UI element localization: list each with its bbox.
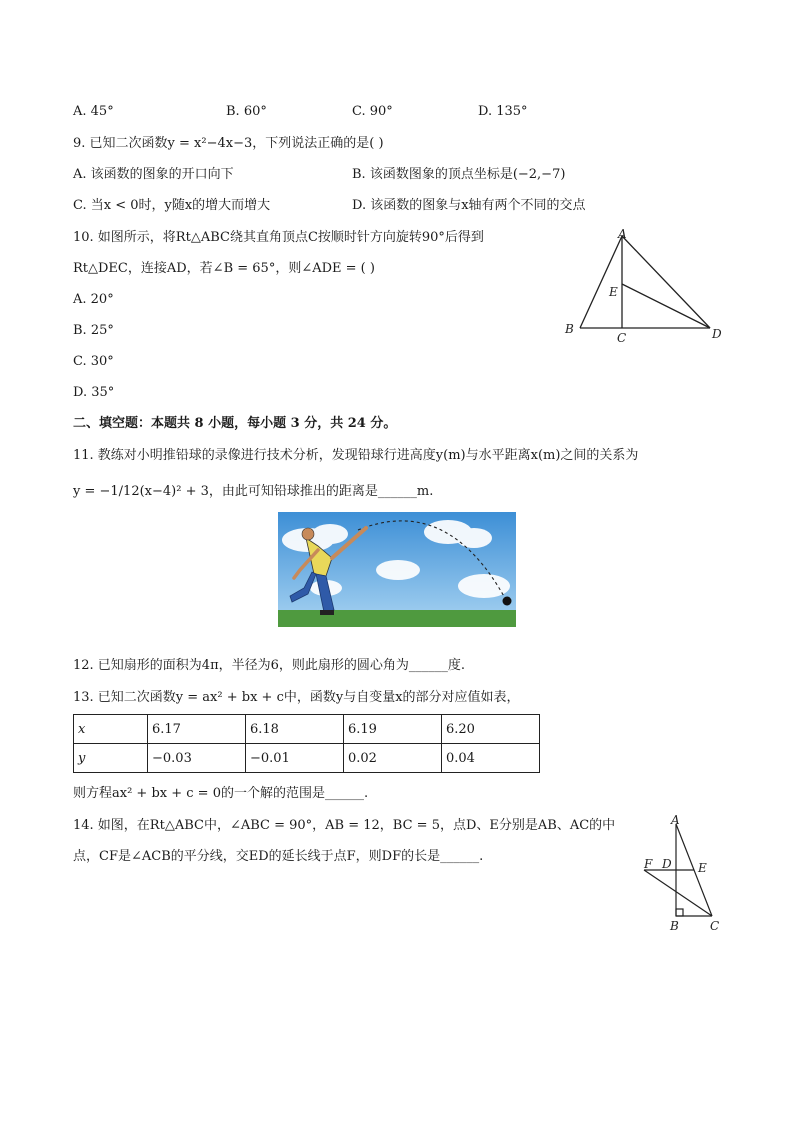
table-cell: y [74, 744, 148, 773]
q10-option-b: B. 25° [73, 323, 114, 338]
q8-option-d: D. 135° [478, 104, 528, 119]
table-cell: 6.20 [442, 715, 540, 744]
q14-stem-line2: 点，CF是∠ACB的平分线，交ED的延长线于点F，则DF的长是______. [73, 849, 484, 864]
q11-stem-line1: 11. 教练对小明推铅球的录像进行技术分析，发现铅球行进高度y(m)与水平距离x(m)之间的关系为 [73, 448, 639, 463]
table-row [74, 715, 540, 744]
q14-stem-line1: 14. 如图，在Rt△ABC中，∠ABC = 90°，AB = 12，BC = 5，点D、E分别是AB、AC的中 [73, 818, 616, 833]
q13-value-table [73, 714, 540, 773]
q10-label-b: B [565, 322, 574, 336]
q10-triangle-figure [560, 226, 730, 350]
q10-segment-ed [622, 284, 710, 328]
q10-segment-ad [622, 236, 710, 328]
q14-label-e: E [698, 861, 707, 875]
table-cell: 6.18 [246, 715, 344, 744]
q12-stem: 12. 已知扇形的面积为4π，半径为6，则此扇形的圆心角为______度. [73, 658, 466, 673]
q14-triangle-figure [638, 812, 728, 936]
q9-option-b: B. 该函数图象的顶点坐标是(−2,−7) [352, 167, 566, 182]
q11-stem-line2: y = −1/12(x−4)² + 3，由此可知铅球推出的距离是______m. [73, 484, 434, 499]
table-cell: 6.19 [344, 715, 442, 744]
q14-label-b: B [670, 919, 679, 933]
q9-option-a: A. 该函数的图象的开口向下 [73, 167, 234, 182]
q8-option-b: B. 60° [226, 104, 267, 119]
table-cell: x [74, 715, 148, 744]
q9-option-d: D. 该函数的图象与x轴有两个不同的交点 [352, 198, 586, 213]
section-2-header: 二、填空题：本题共 8 小题，每小题 3 分，共 24 分。 [73, 416, 397, 431]
table-cell: 0.02 [344, 744, 442, 773]
table-row [74, 744, 540, 773]
q10-label-e: E [609, 285, 618, 299]
table-cell: −0.01 [246, 744, 344, 773]
q10-stem-line1: 10. 如图所示，将Rt△ABC绕其直角顶点C按顺时针方向旋转90°后得到 [73, 230, 484, 245]
q8-option-c: C. 90° [352, 104, 393, 119]
q9-stem: 9. 已知二次函数y = x²−4x−3，下列说法正确的是( ) [73, 136, 384, 151]
table-cell: −0.03 [148, 744, 246, 773]
shot-put-ball [503, 597, 512, 606]
table-cell: 0.04 [442, 744, 540, 773]
q13-tail: 则方程ax² + bx + c = 0的一个解的范围是______. [73, 786, 369, 801]
q14-label-c: C [710, 919, 720, 933]
q14-label-d: D [662, 857, 672, 871]
q14-label-a: A [671, 813, 680, 827]
q10-label-c: C [617, 331, 627, 345]
table-cell: 6.17 [148, 715, 246, 744]
grass-field [278, 610, 516, 627]
q14-label-f: F [644, 857, 653, 871]
q10-label-d: D [712, 327, 722, 341]
q14-right-angle-mark [676, 909, 683, 916]
q10-stem-line2: Rt△DEC，连接AD，若∠B = 65°，则∠ADE = ( ) [73, 261, 375, 276]
q10-segment-ab [580, 236, 622, 328]
q10-label-a: A [618, 227, 627, 241]
q9-option-c: C. 当x < 0时，y随x的增大而增大 [73, 198, 271, 213]
q11-shot-put-illustration [278, 512, 516, 627]
q10-option-c: C. 30° [73, 354, 114, 369]
q8-option-a: A. 45° [73, 104, 114, 119]
q13-stem: 13. 已知二次函数y = ax² + bx + c中，函数y与自变量x的部分对应值如表， [73, 690, 520, 705]
q10-option-d: D. 35° [73, 385, 115, 400]
q10-option-a: A. 20° [73, 292, 114, 307]
